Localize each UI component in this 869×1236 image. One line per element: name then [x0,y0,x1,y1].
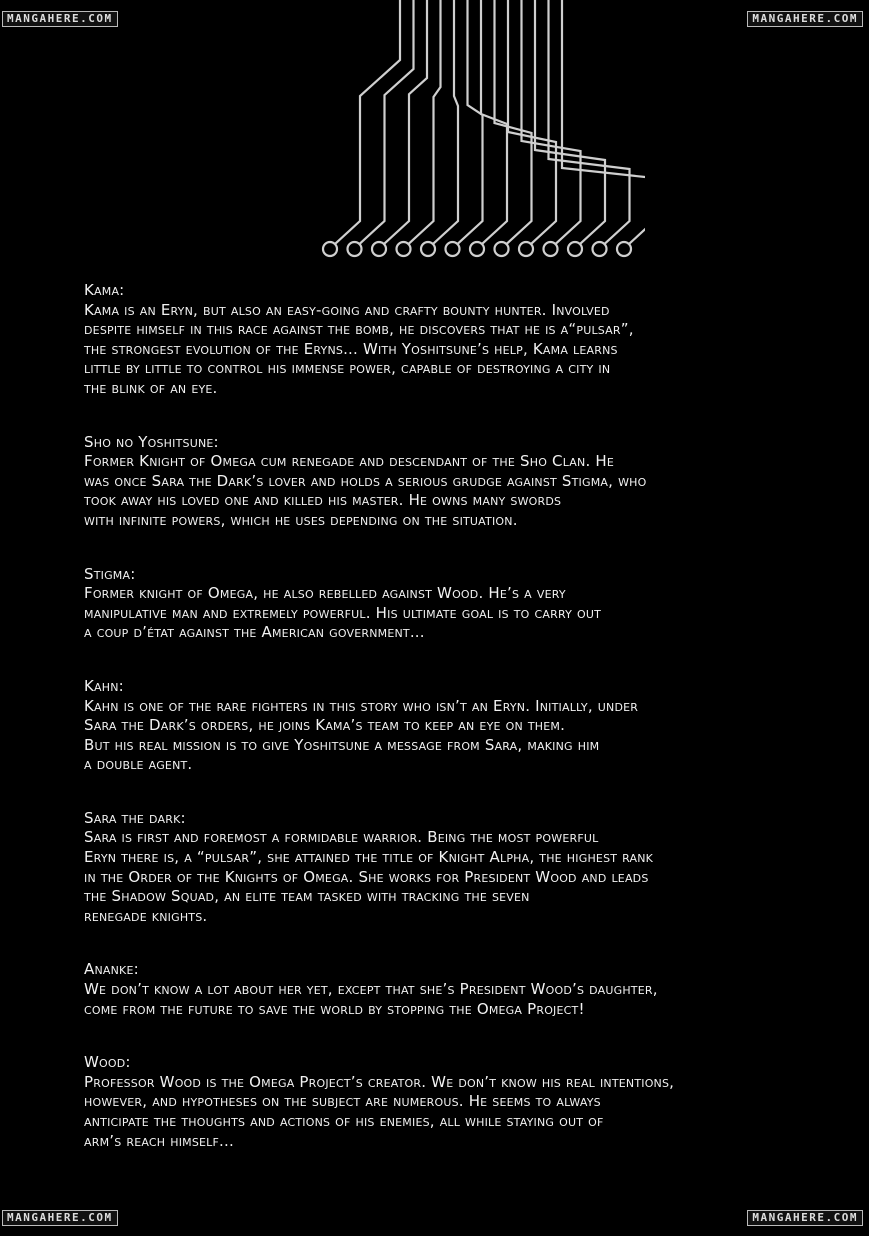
circuit-trace [335,0,400,244]
watermark-top-left: MANGAHERE.COM [2,11,118,27]
character-description: Former Knight of Omega cum renegade and descendant of the Sho Clan. He was once Sara the Dark’s lover and holds a serious grudge against Stigma, who took away his loved one and killed his master. He owns many swords with infinite powers, which he uses depending on the situation. [84,452,647,529]
circuit-node [617,242,631,256]
circuit-trace [522,0,581,244]
circuit-node [323,242,337,256]
circuit-node [397,242,411,256]
character-description: Kama is an Eryn, but also an easy-going and crafty bounty hunter. Involved despite himself in this race against the bomb, he discovers that he is a“pulsar”, the strongest evolution of the Eryns... With Yoshitsune’s help, Kama learns little by little to control his immense power, capable of destroying a city in the blink of an eye. [84,300,634,397]
circuit-trace [433,0,458,244]
character-name: Ananke: [84,960,139,979]
circuit-node [544,242,558,256]
circuit-node [568,242,582,256]
watermark-top-right: MANGAHERE.COM [747,11,863,27]
circuit-node [446,242,460,256]
character-name: Sho no Yoshitsune: [84,432,219,451]
character-name: Wood: [84,1053,131,1072]
circuit-node [348,242,362,256]
circuit-lines-icon [315,0,645,264]
character-bios [84,281,824,1151]
character-description: Professor Wood is the Omega Project’s creator. We don’t know his real intentions, however, and hypotheses on the subject are numerous. He seems to always anticipate the thoughts and actions of his enemies, all while staying out of arm’s reach himself... [84,1072,675,1150]
circuit-trace [457,0,482,244]
circuit-node [519,242,533,256]
circuit-trace [359,0,413,244]
circuit-trace [384,0,427,244]
circuit-trace [562,0,645,244]
circuit-trace [535,0,605,244]
character-name: Kama: [84,281,125,299]
circuit-node [421,242,435,256]
circuit-node [372,242,386,256]
character-entry-wood [84,1053,824,1151]
character-name: Kahn: [84,676,124,695]
circuit-node [495,242,509,256]
circuit-trace [549,0,630,244]
character-name: Stigma: [84,564,136,583]
circuit-node [470,242,484,256]
character-description: Kahn is one of the rare fighters in this story who isn’t an Eryn. Initially, under Sara the Dark’s orders, he joins Kama’s team to keep an eye on them. But his real mission is to give Yoshitsune a message from Sara, making him a double agent. [84,696,639,774]
character-description: Former knight of Omega, he also rebelled against Wood. He’s a very manipulative man and extremely powerful. His ultimate goal is to carry out a coup d’état against the American government... [84,584,601,642]
character-entry-kahn [84,677,824,775]
character-entry-kama [84,281,824,399]
character-description: We don’t know a lot about her yet, except that she’s President Wood’s daughter, come from the future to save the world by stopping the Omega Project! [84,980,658,1018]
character-entry-yoshitsune [84,433,824,531]
character-entry-stigma [84,565,824,643]
circuit-node [593,242,607,256]
watermark-bottom-right: MANGAHERE.COM [747,1210,863,1226]
watermark-bottom-left: MANGAHERE.COM [2,1210,118,1226]
character-description: Sara is first and foremost a formidable warrior. Being the most powerful Eryn there is, a “pulsar”, she attained the title of Knight Alpha, the highest rank in the Order of the Knights of Omega. She works for President Wood and leads the Shadow Squad, an elite team tasked with tracking the seven renegade knights. [84,828,654,925]
character-entry-sara [84,809,824,927]
character-name: Sara the dark: [84,808,186,827]
character-entry-ananke [84,960,824,1019]
